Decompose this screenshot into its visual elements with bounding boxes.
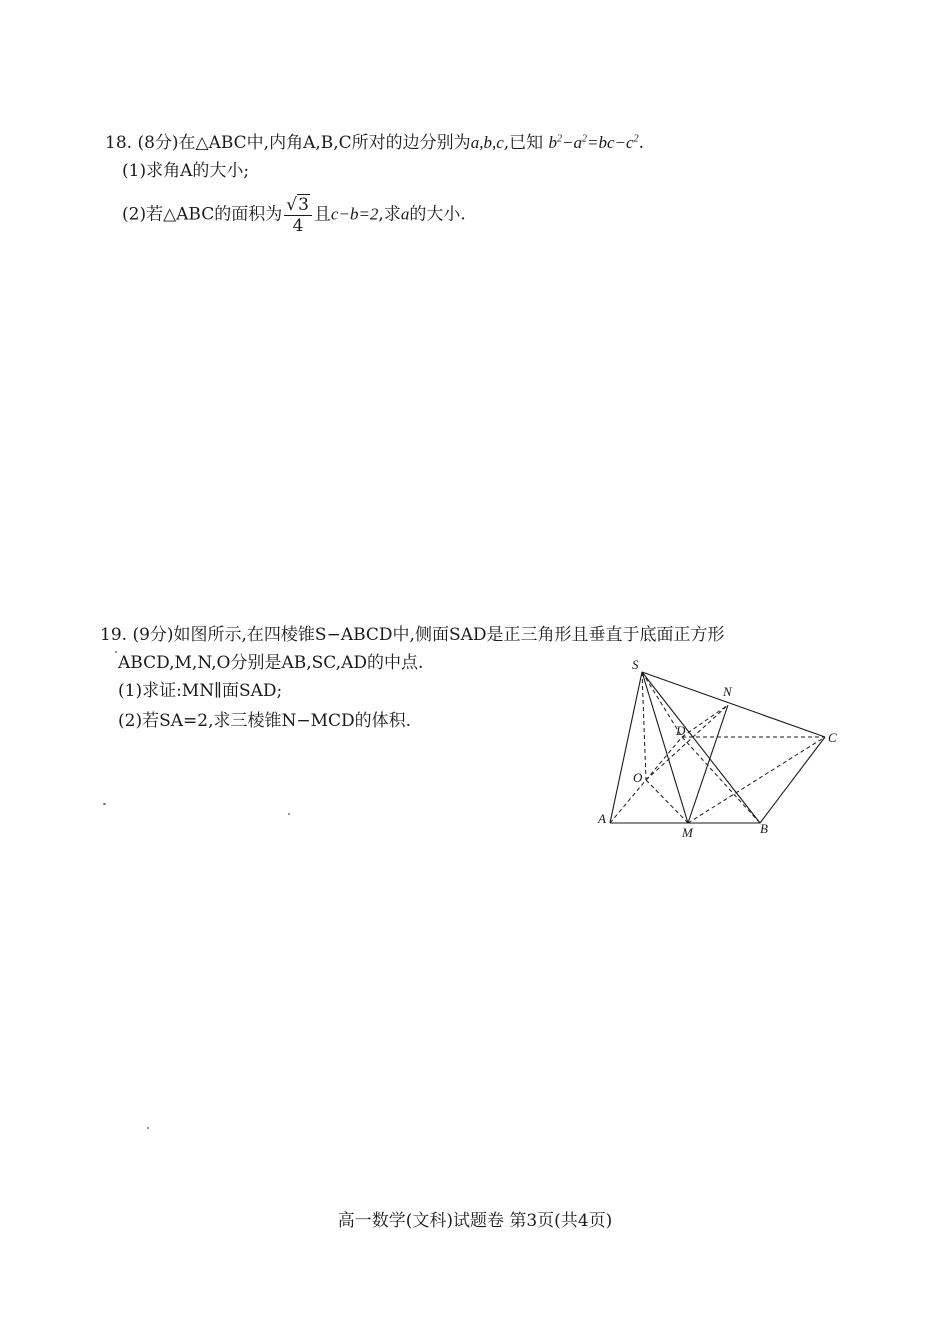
label-N: N [723, 684, 732, 699]
q18-vars: a,b,c [470, 133, 504, 152]
edge-SM [642, 672, 688, 823]
label-C: C [828, 730, 837, 745]
area-fraction: $\frac{√3}{4}$ [284, 194, 312, 236]
edge-BC [760, 737, 825, 823]
scan-speck [147, 1127, 149, 1129]
q18-part2: (2)若△ABC的面积为 $\frac{√3}{4}$ 且c−b=2,求a的大小. [122, 195, 466, 236]
scan-speck [103, 803, 106, 805]
label-D: D [676, 723, 686, 738]
label-M: M [682, 825, 693, 840]
edge-SO [642, 672, 646, 780]
q19-part1: (1)求证:MN∥面SAD; [118, 681, 283, 701]
page-footer: 高一数学(文科)试题卷 第3页(共4页) [337, 1211, 613, 1231]
edge-SB [642, 672, 760, 823]
edge-MC [688, 737, 825, 823]
q19-line2: ABCD,M,N,O分别是AB,SC,AD的中点. [118, 653, 424, 673]
label-O: O [633, 770, 643, 785]
scan-speck [115, 651, 117, 653]
edge-SA [610, 672, 642, 823]
q18-stem: 18. (8分)在△ABC中,内角A,B,C所对的边分别为a,b,c,已知 $b^2-a^2=bc-c^2$. [105, 133, 644, 153]
label-S: S [632, 657, 639, 672]
q19-part2: (2)若SA=2,求三棱锥N−MCD的体积. [118, 711, 412, 731]
edge-DN [682, 705, 728, 737]
label-B: B [760, 821, 768, 836]
q19-line1: 19. (9分)如图所示,在四棱锥S−ABCD中,侧面SAD是正三角形且垂直于底面正方形 [100, 625, 725, 645]
label-A: A [598, 811, 606, 826]
q18-equation: $b^2-a^2=bc-c^2$ [548, 133, 639, 152]
q18-part1: (1)求角A的大小; [122, 161, 250, 181]
edge-SC [642, 672, 825, 737]
scan-speck [288, 813, 290, 815]
pyramid-figure [590, 655, 850, 845]
edge-DB [682, 737, 760, 823]
